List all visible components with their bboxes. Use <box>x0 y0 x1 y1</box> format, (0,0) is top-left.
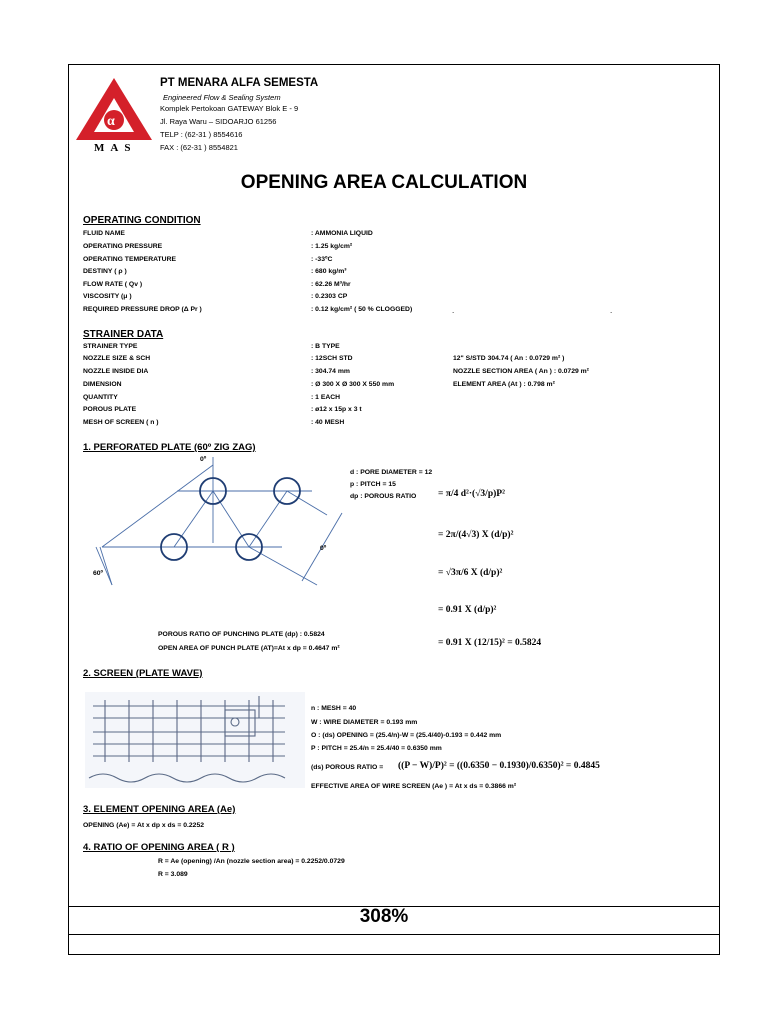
oc-value: : 680 kg/m³ <box>311 268 347 275</box>
sd-label: QUANTITY <box>83 394 118 401</box>
svg-text:α: α <box>107 114 115 129</box>
stray-dot: . <box>452 306 455 315</box>
oc-label: FLOW RATE ( Qv ) <box>83 281 143 288</box>
opening-value: O : (ds) OPENING = (25.4/n)-W = (25.4/40)-0.193 = 0.442 mm <box>311 732 502 739</box>
effective-area: EFFECTIVE AREA OF WIRE SCREEN (Ae ) = At x ds = 0.3866 m² <box>311 783 517 790</box>
company-name: PT MENARA ALFA SEMESTA <box>160 77 319 89</box>
formula-3: = √3π/6 X (d/p)² <box>438 568 503 578</box>
company-fax: FAX : (62-31 ) 8554821 <box>160 143 238 152</box>
element-opening-value: OPENING (Ae) = At x dp x ds = 0.2252 <box>83 822 204 829</box>
wire-screen-image <box>85 692 305 788</box>
formula-5: = 0.91 X (12/15)² = 0.5824 <box>438 638 542 648</box>
oc-value: : 0.12 kg/cm² ( 50 % CLOGGED) <box>311 306 413 313</box>
sd-value: : B TYPE <box>311 343 340 350</box>
ratio-line-1: R = Ae (opening) /An (nozzle section area) = 0.2252/0.0729 <box>158 858 345 865</box>
element-opening-heading: 3. ELEMENT OPENING AREA (Ae) <box>83 804 236 815</box>
angle-left-label: 60º <box>93 570 104 577</box>
operating-condition-heading: OPERATING CONDITION <box>83 215 201 226</box>
open-area-result: OPEN AREA OF PUNCH PLATE (AT)=At x dp = 0.4647 m² <box>158 645 340 652</box>
sd-label: POROUS PLATE <box>83 406 137 413</box>
angle-right-label: 0º <box>320 545 327 552</box>
nozzle-section-area: NOZZLE SECTION AREA ( An ) : 0.0729 m² <box>453 368 589 375</box>
ratio-line-2: R = 3.089 <box>158 871 188 878</box>
result-value: 308% <box>359 906 409 927</box>
legend-pitch: p : PITCH = 15 <box>350 481 396 488</box>
oc-label: REQUIRED PRESSURE DROP (Δ Pr ) <box>83 306 202 313</box>
pitch-value: P : PITCH = 25.4/n = 25.4/40 = 0.6350 mm <box>311 745 442 752</box>
oc-label: VISCOSITY (μ ) <box>83 293 132 300</box>
stray-dot: . <box>610 306 613 315</box>
oc-label: OPERATING TEMPERATURE <box>83 256 177 263</box>
legend-porous-ratio: dp : POROUS RATIO <box>350 493 417 500</box>
porous-ratio-label: (ds) POROUS RATIO = <box>311 764 384 771</box>
sd-value: : 12SCH STD <box>311 355 353 362</box>
oc-label: FLUID NAME <box>83 230 125 237</box>
sd-value: : Ø 300 X Ø 300 X 550 mm <box>311 381 395 388</box>
company-address-2: Jl. Raya Waru – SIDOARJO 61256 <box>160 117 277 126</box>
company-tagline: Engineered Flow & Sealing System <box>163 93 281 102</box>
mesh-value: n : MESH = 40 <box>311 705 357 712</box>
sd-label: STRAINER TYPE <box>83 343 138 350</box>
sd-label: NOZZLE SIZE & SCH <box>83 355 151 362</box>
sd-value: : 1 EACH <box>311 394 341 401</box>
screen-heading: 2. SCREEN (PLATE WAVE) <box>83 668 203 679</box>
wire-diameter: W : WIRE DIAMETER = 0.193 mm <box>311 719 418 726</box>
logo-text: MAS <box>94 142 137 154</box>
oc-value: : -33ºC <box>311 256 333 263</box>
sd-label: NOZZLE INSIDE DIA <box>83 368 149 375</box>
oc-value: : 1.25 kg/cm² <box>311 243 353 250</box>
strainer-data-heading: STRAINER DATA <box>83 329 164 340</box>
page-title: OPENING AREA CALCULATION <box>240 172 528 193</box>
oc-label: DESTINY ( ρ ) <box>83 268 127 275</box>
formula-1: = π/4 d²·(√3/p)P² <box>438 489 505 499</box>
ratio-heading: 4. RATIO OF OPENING AREA ( R ) <box>83 842 235 853</box>
sd-value: : 40 MESH <box>311 419 345 426</box>
element-area: ELEMENT AREA (At ) : 0.798 m² <box>453 381 555 388</box>
formula-2: = 2π/(4√3) X (d/p)² <box>438 530 514 540</box>
nozzle-spec: 12" S/STD 304.74 ( An : 0.0729 m² ) <box>453 355 565 362</box>
formula-4: = 0.91 X (d/p)² <box>438 605 497 615</box>
sd-value: : ø12 x 15p x 3 t <box>311 406 362 413</box>
perforated-plate-heading: 1. PERFORATED PLATE (60º ZIG ZAG) <box>83 442 256 453</box>
sd-value: : 304.74 mm <box>311 368 350 375</box>
angle-top-label: 0º <box>200 456 207 463</box>
company-telp: TELP : (62-31 ) 8554616 <box>160 130 243 139</box>
zigzag-plate-diagram <box>92 455 352 590</box>
porous-ratio-result: POROUS RATIO OF PUNCHING PLATE (dp) : 0.5824 <box>158 631 325 638</box>
company-address-1: Komplek Pertokoan GATEWAY Blok E - 9 <box>160 104 299 113</box>
porous-ratio-formula: ((P − W)/P)² = ((0.6350 − 0.1930)/0.6350)² = 0.4845 <box>398 761 600 771</box>
oc-value: : 0.2303 CP <box>311 293 348 300</box>
oc-value: : AMMONIA LIQUID <box>311 230 373 237</box>
sd-label: DIMENSION <box>83 381 122 388</box>
legend-pore-diameter: d : PORE DIAMETER = 12 <box>350 469 433 476</box>
company-logo <box>74 76 154 148</box>
oc-label: OPERATING PRESSURE <box>83 243 163 250</box>
sd-label: MESH OF SCREEN ( n ) <box>83 419 159 426</box>
oc-value: : 62.26 M³/hr <box>311 281 351 288</box>
